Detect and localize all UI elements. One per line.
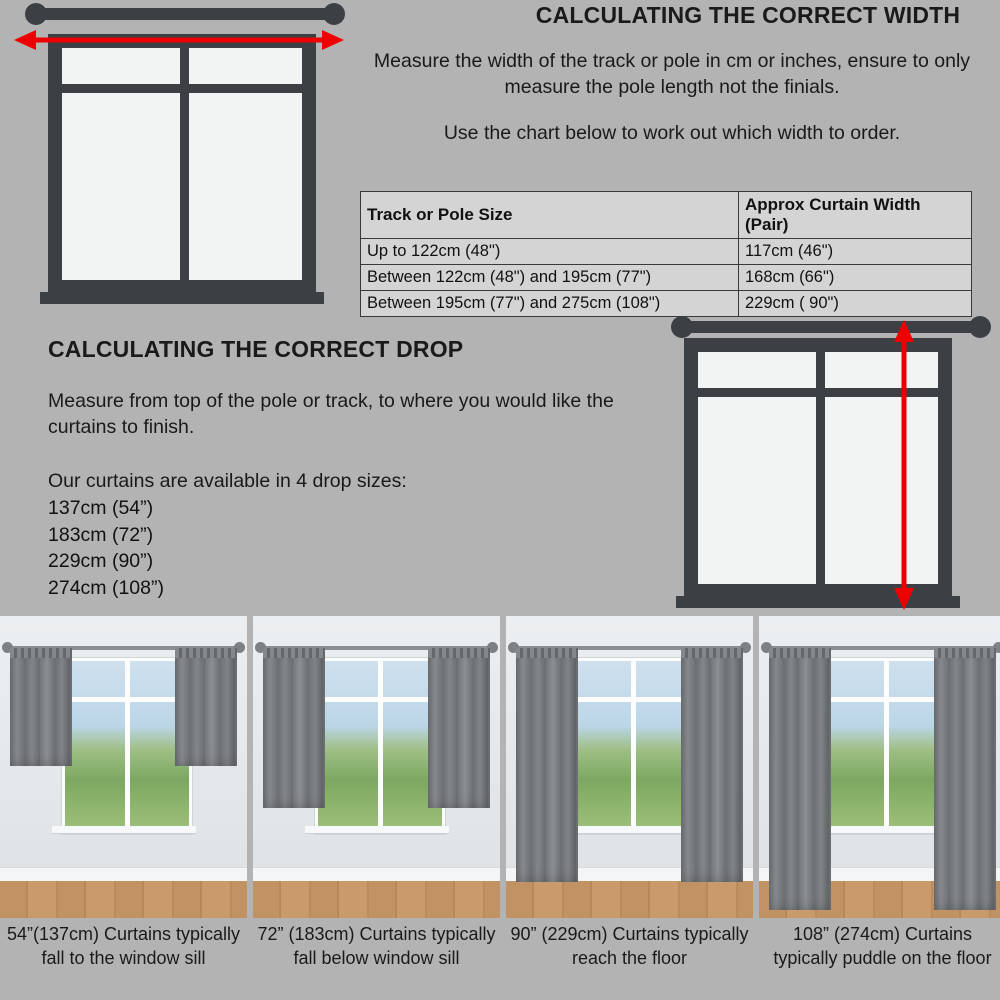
window-mullion-horizontal (824, 697, 948, 702)
drop-section-title: CALCULATING THE CORRECT DROP (48, 336, 464, 362)
table-row (361, 265, 972, 291)
curtain-left (263, 648, 325, 808)
wooden-floor (506, 881, 753, 918)
curtain-left (769, 648, 831, 910)
curtain-photo-54 (0, 616, 247, 918)
curtain-right (934, 648, 996, 910)
curtain-pole (686, 321, 976, 333)
size-chart-table (360, 191, 972, 317)
example-cell (253, 616, 500, 1000)
table-header-row (361, 192, 972, 239)
table-cell-track-size: Between 122cm (48") and 195cm (77") (361, 265, 739, 291)
width-window-svg (0, 0, 350, 310)
window-frame (821, 658, 951, 834)
drop-sizes-list (48, 495, 448, 601)
window-frame (62, 658, 192, 834)
window-mullion-vertical (816, 352, 825, 584)
curtain-left (516, 648, 578, 882)
drop-size-item: 229cm (90”) (48, 550, 154, 572)
window-sill (40, 292, 324, 304)
drop-paragraph-1: Measure from top of the pole or track, to where you would like the curtains to finish. (48, 390, 614, 438)
table-cell-track-size: Between 195cm (77") and 275cm (108") (361, 291, 739, 317)
curtain-pole (40, 8, 330, 20)
window-mullion-horizontal (65, 697, 189, 702)
window-sill (305, 826, 449, 833)
table-cell-track-size: Up to 122cm (48") (361, 239, 739, 265)
photo-caption: 72” (183cm) Curtains typically fall below window sill (257, 924, 496, 968)
drop-paragraph-2: Our curtains are available in 4 drop sizes: (48, 470, 407, 492)
example-cell (759, 616, 1000, 1000)
window-frame (315, 658, 445, 834)
curtain-left (10, 648, 72, 766)
drop-size-item: 137cm (54”) (48, 497, 154, 519)
pole-finial-left (25, 3, 47, 25)
width-window-diagram (0, 0, 350, 310)
curtain-length-examples (0, 616, 1000, 1000)
width-paragraph-2: Use the chart below to work out which width to order. (443, 122, 901, 144)
curtain-photo-72 (253, 616, 500, 918)
window-mullion-horizontal (62, 84, 302, 93)
photo-caption: 108” (274cm) Curtains typically puddle on the floor (773, 924, 992, 968)
photo-caption: 90” (229cm) Curtains typically reach the floor (510, 924, 749, 968)
curtain-right (428, 648, 490, 808)
width-paragraph-1: Measure the width of the track or pole in cm or inches, ensure to only measure the pole length not the finials. (373, 50, 971, 98)
curtain-photo-108 (759, 616, 1000, 918)
example-cell (506, 616, 753, 1000)
table-header-curtain-width: Approx Curtain Width (Pair) (739, 192, 972, 239)
window-mullion-vertical (125, 661, 130, 831)
table-row (361, 239, 972, 265)
window-sill (52, 826, 196, 833)
drop-window-diagram (648, 314, 1000, 616)
example-cell (0, 616, 247, 1000)
window-mullion-horizontal (571, 697, 695, 702)
pole-finial-left (671, 316, 693, 338)
window-mullion-vertical (884, 661, 889, 831)
pole-finial-right (969, 316, 991, 338)
curtain-photo-90 (506, 616, 753, 918)
table-cell-curtain-width: 229cm ( 90") (739, 291, 972, 317)
pole-finial-right (323, 3, 345, 25)
curtain-right (681, 648, 743, 882)
drop-size-item: 274cm (108”) (48, 576, 164, 599)
window-mullion-vertical (180, 48, 189, 280)
table-header-track-size: Track or Pole Size (361, 192, 739, 239)
table-cell-curtain-width: 168cm (66") (739, 265, 972, 291)
wooden-floor (0, 881, 247, 918)
window-mullion-horizontal (318, 697, 442, 702)
wooden-floor (253, 881, 500, 918)
table-cell-curtain-width: 117cm (46") (739, 239, 972, 265)
curtain-right (175, 648, 237, 766)
width-section-title: CALCULATING THE CORRECT WIDTH (535, 2, 961, 28)
window-sill (676, 596, 960, 608)
window-mullion-vertical (378, 661, 383, 831)
drop-size-item: 183cm (72”) (48, 523, 154, 546)
drop-window-svg (648, 314, 1000, 616)
window-frame (568, 658, 698, 834)
photo-caption: 54”(137cm) Curtains typically fall to the window sill (6, 924, 241, 968)
window-mullion-vertical (631, 661, 636, 831)
table-row (361, 291, 972, 317)
